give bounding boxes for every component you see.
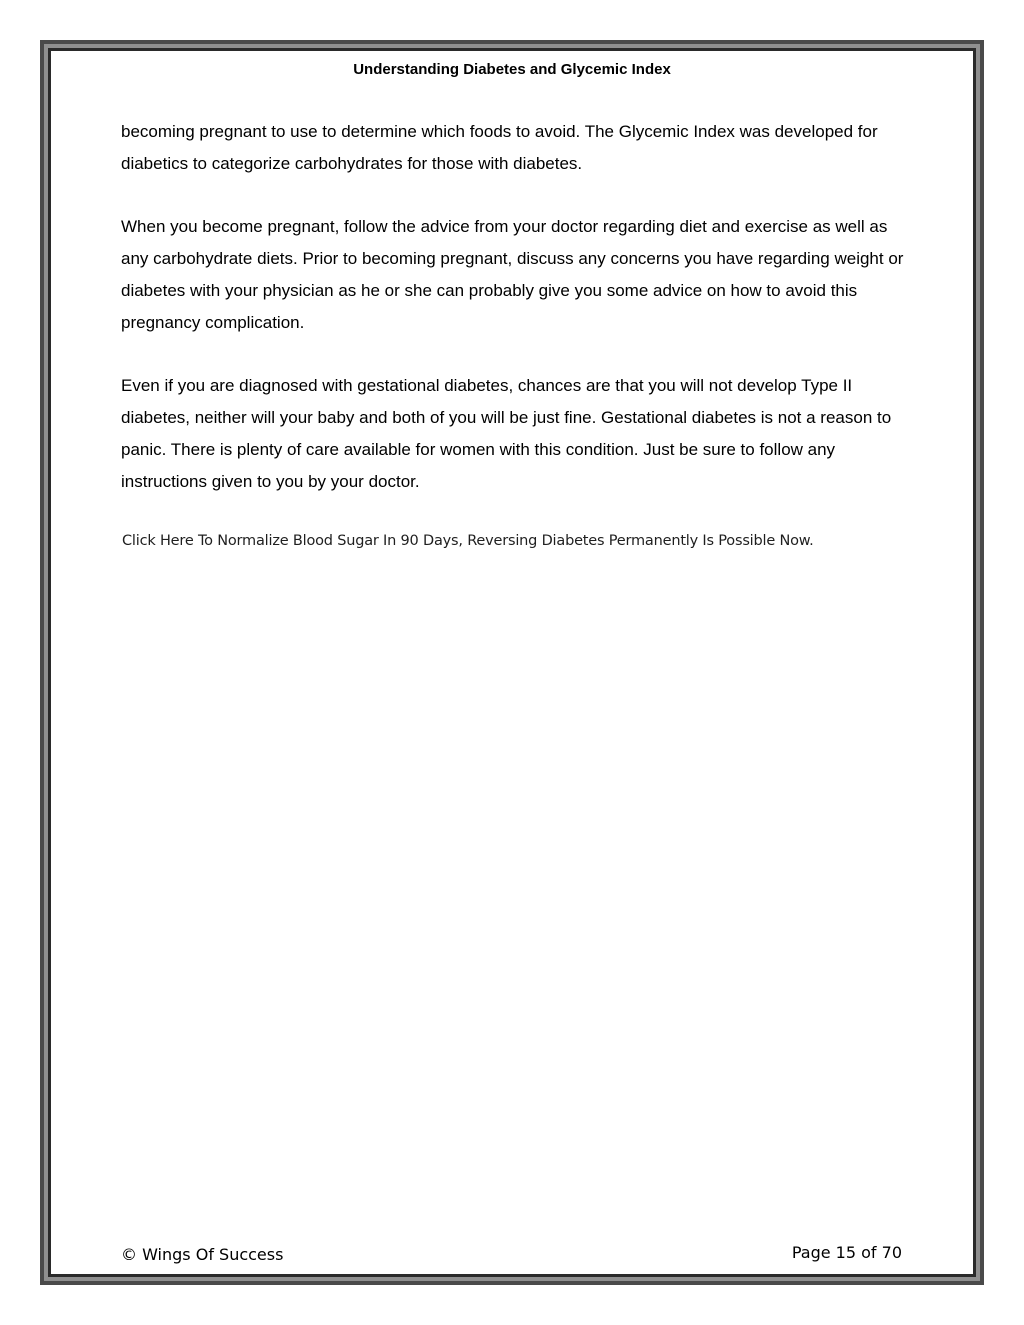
promo-link[interactable]: Click Here To Normalize Blood Sugar In 90 Days, Reversing Diabetes Permanently Is Possible Now. <box>122 533 814 549</box>
paragraph-1: becoming pregnant to use to determine which foods to avoid. The Glycemic Index was developed for diabetics to categorize carbohydrates for those with diabetes. <box>121 122 878 173</box>
footer-copyright: © Wings Of Success <box>121 1245 284 1264</box>
running-header-title: Understanding Diabetes and Glycemic Index <box>353 61 671 78</box>
body-text <box>121 116 911 529</box>
paragraph-3: Even if you are diagnosed with gestational diabetes, chances are that you will not develop Type II diabetes, neither will your baby and both of you will be just fine. Gestational diabetes is not a reason to panic. There is plenty of care available for women with this condition. Just be sure to follow any instructions given to you by your doctor. <box>121 376 892 491</box>
paragraph-2: When you become pregnant, follow the advice from your doctor regarding diet and exercise as well as any carbohydrate diets. Prior to becoming pregnant, discuss any concerns you have regarding weight or diabetes with your physician as he or she can probably give you some advice on how to avoid this pregnancy complication. <box>121 217 904 332</box>
footer-page-number: Page 15 of 70 <box>791 1243 902 1262</box>
